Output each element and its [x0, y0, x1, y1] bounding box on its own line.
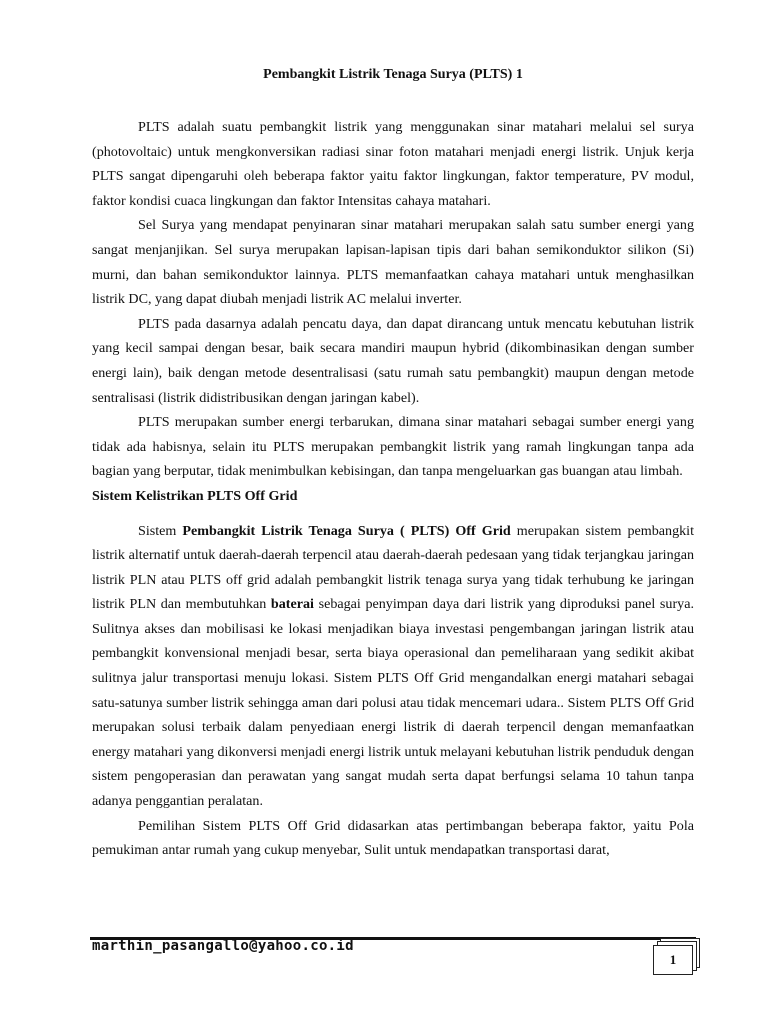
page-number: 1	[669, 952, 677, 967]
paragraph-1: PLTS adalah suatu pembangkit listrik yang menggunakan sinar matahari melalui sel surya (photovoltaic) untuk mengkonversikan radiasi sinar foton matahari menjadi energi listrik. Unjuk kerja PLTS sangat dipengaruhi oleh beberapa faktor yaitu faktor lingkungan, faktor temperature, PV modul, faktor kondisi cuaca lingkungan dan faktor Intensitas cahaya matahari.	[92, 119, 694, 209]
bold-plts-off-grid: Pembangkit Listrik Tenaga Surya ( PLTS) Off Grid	[182, 522, 511, 539]
paragraph-2: Sel Surya yang mendapat penyinaran sinar matahari merupakan salah satu sumber energi yang sangat menjanjikan. Sel surya merupakan lapisan-lapisan tipis dari bahan semikonduktor silikon (Si) murni, dan bahan semikonduktor lainnya. PLTS memanfaatkan cahaya matahari untuk menghasilkan listrik DC, yang dapat diubah menjadi listrik AC melalui inverter.	[92, 217, 694, 308]
section-heading: Sistem Kelistrikan PLTS Off Grid	[92, 487, 298, 504]
paragraph-4: PLTS merupakan sumber energi terbarukan, dimana sinar matahari sebagai sumber energi yang tidak ada habisnya, selain itu PLTS merupakan pembangkit listrik yang ramah lingkungan tanpa ada bagian yang berputar, tidak menimbulkan kebisingan, dan tanpa mengeluarkan gas buangan atau limbah.	[92, 414, 694, 480]
document-title: Pembangkit Listrik Tenaga Surya (PLTS) 1	[263, 67, 523, 82]
paragraph-3: PLTS pada dasarnya adalah pencatu daya, dan dapat dirancang untuk mencatu kebutuhan listrik yang kecil sampai dengan besar, baik secara mandiri maupun hybrid (dikombinasikan dengan sumber energi lain), baik dengan metode desentralisasi (satu rumah satu pembangkit) maupun dengan metode sentralisasi (listrik didistribusikan dengan jaringan kabel).	[92, 315, 694, 406]
section-paragraph-1	[92, 519, 694, 814]
page-number-badge	[650, 936, 700, 978]
section-text-3: sebagai penyimpan daya dari listrik yang diproduksi panel surya. Sulitnya akses dan mobilisasi ke lokasi menjadikan biaya investasi pengembangan jaringan listrik atau pembangkit konvensional menjadi besar, serta biaya operasional dan pemeliharaan yang sedikit akibat sulitnya jalur transportasi menuju lokasi. Sistem PLTS Off Grid mengandalkan energi matahari sebagai satu-satunya sumber listrik sehingga aman dari polusi atau tidak mencemari udara.. Sistem PLTS Off Grid merupakan solusi terbaik dalam penyediaan energi listrik di daerah terpencil dengan memanfaatkan energy matahari yang dikonversi menjadi energi listrik untuk melayani kebutuhan listrik penduduk dengan sistem pengoperasian dan perawatan yang sangat mudah serta dapat berfungsi selama 10 tahun tanpa adanya penggantian peralatan.	[92, 596, 694, 810]
section-paragraph-2: Pemilihan Sistem PLTS Off Grid didasarkan atas pertimbangan beberapa faktor, yaitu Pola pemukiman antar rumah yang cukup menyebar, Sulit untuk mendapatkan transportasi darat,	[92, 817, 694, 859]
bold-baterai: baterai	[270, 596, 314, 613]
footer-email: marthin_pasangallo@yahoo.co.id	[92, 938, 354, 954]
section-text-2: merupakan sistem pembangkit listrik alternatif untuk daerah-daerah terpencil atau daerah-daerah pedesaan yang tidak terjangkau jaringan listrik PLN atau PLTS off grid adalah pembangkit listrik tenaga surya yang tidak terhubung ke jaringan listrik PLN dan membutuhkan	[92, 522, 694, 613]
section-text-1: Sistem	[138, 522, 183, 539]
document-body	[92, 115, 694, 863]
